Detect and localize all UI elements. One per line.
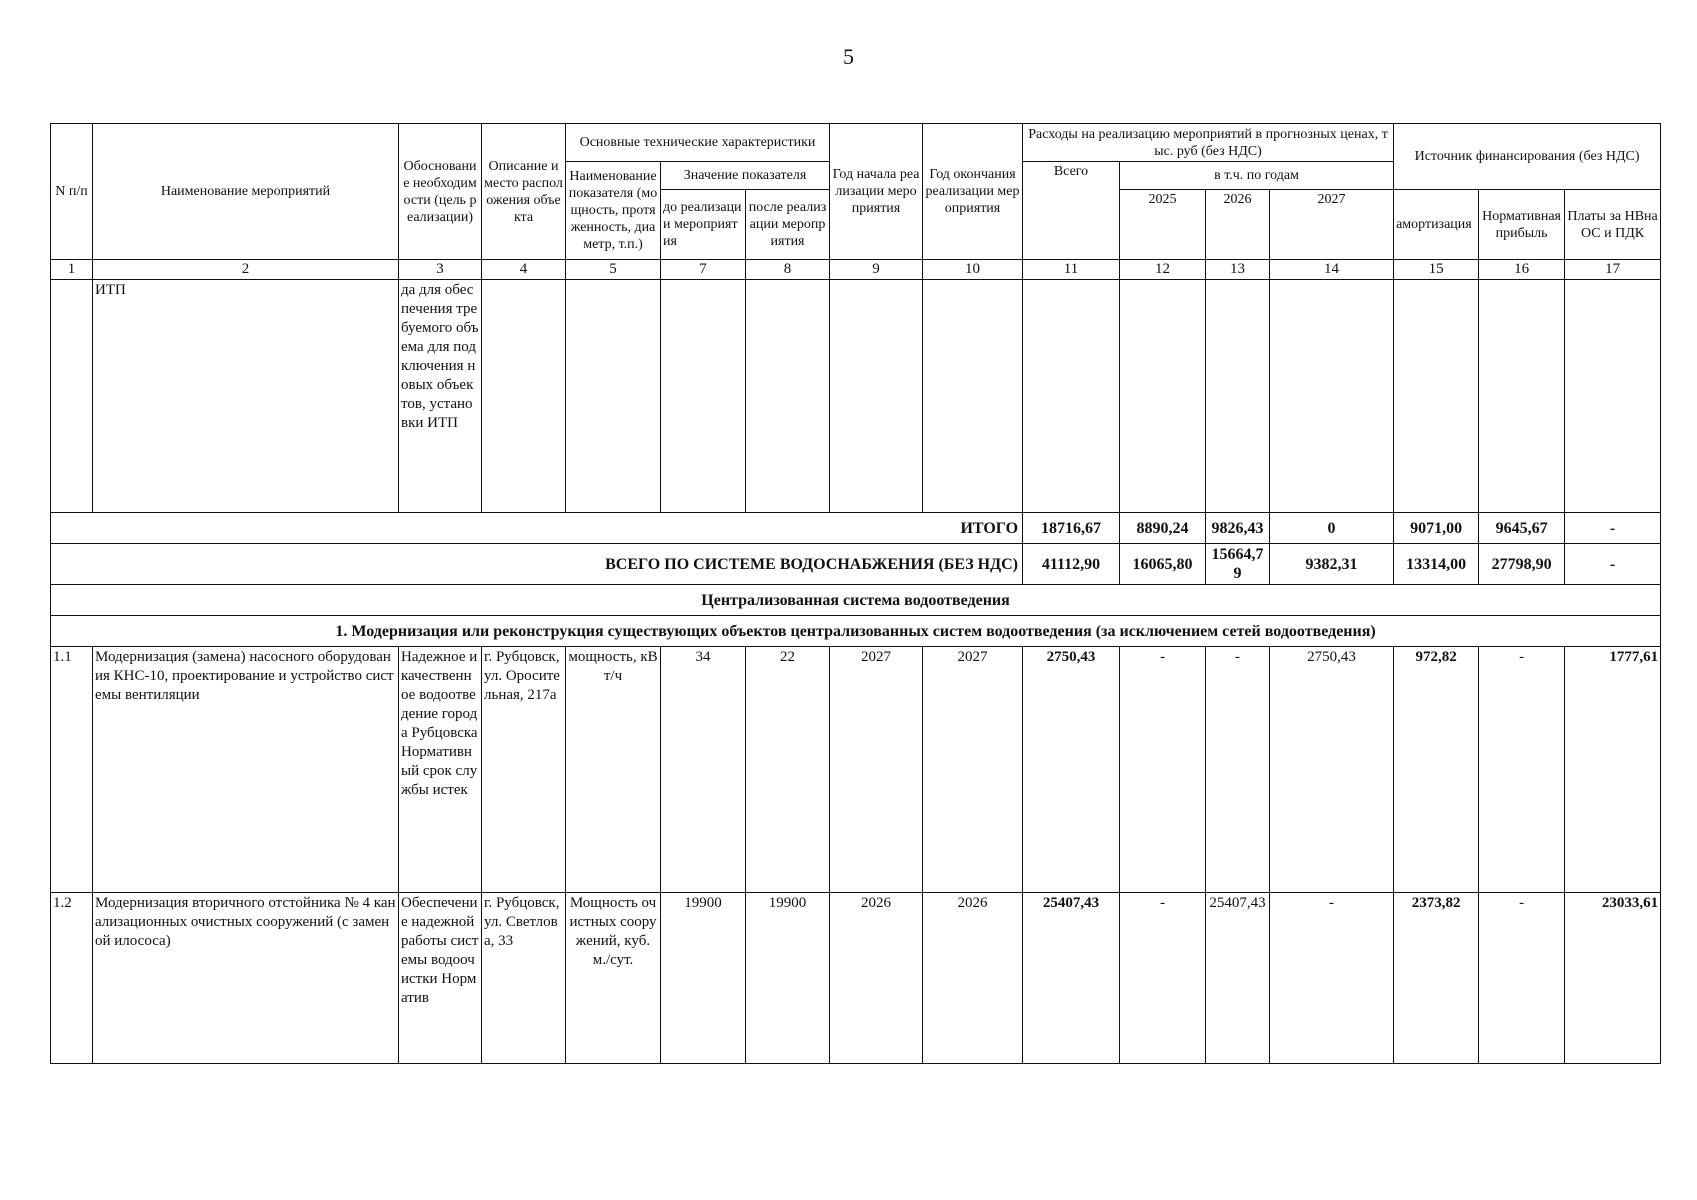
row-name: Модернизация вторичного отстойника № 4 канализационных очистных сооружений (с заменой илососа) — [93, 893, 399, 1064]
vsego-amortization: 13314,00 — [1394, 544, 1479, 585]
header-year-2026: 2026 — [1206, 190, 1270, 260]
vsego-fees: - — [1565, 544, 1661, 585]
header-by-years: в т.ч. по годам — [1120, 162, 1394, 190]
row-start-year: 2026 — [830, 893, 923, 1064]
column-number: 12 — [1120, 260, 1206, 280]
table-row — [51, 893, 1661, 1064]
header-row-1 — [51, 124, 1661, 162]
header-total: Всего — [1023, 162, 1120, 260]
header-expenses-group: Расходы на реализацию мероприятий в прогнозных ценах, тыс. руб (без НДС) — [1023, 124, 1394, 162]
subsection-title: 1. Модернизация или реконструкция существующих объектов централизованных систем водоотведения (за исключением сетей водоотведения) — [51, 616, 1661, 647]
column-number: 9 — [830, 260, 923, 280]
itogo-fees: - — [1565, 513, 1661, 544]
row-num: 1.1 — [51, 647, 93, 893]
header-funding-group: Источник финансирования (без НДС) — [1394, 124, 1661, 190]
column-number: 3 — [399, 260, 482, 280]
row-fees: 23033,61 — [1565, 893, 1661, 1064]
itp-row — [51, 280, 1661, 513]
column-numbers-row — [51, 260, 1661, 280]
row-name: Модернизация (замена) насосного оборудования КНС-10, проектирование и устройство системы вентиляции — [93, 647, 399, 893]
itogo-2026: 9826,43 — [1206, 513, 1270, 544]
header-after: после реализации мероприятия — [746, 190, 830, 260]
empty-cell — [566, 280, 661, 513]
vsego-label: ВСЕГО ПО СИСТЕМЕ ВОДОСНАБЖЕНИЯ (БЕЗ НДС) — [51, 544, 1023, 585]
header-indicator-name: Наименование показателя (мощность, протяженность, диаметр, т.п.) — [566, 162, 661, 260]
row-location: г. Рубцовск, ул. Оросительная, 217а — [482, 647, 566, 893]
page-number: 5 — [843, 44, 854, 69]
header-before: до реализации мероприятия — [661, 190, 746, 260]
row-justification: Надежное и качественное водоотведение города Рубцовска Нормативный срок службы истек — [399, 647, 482, 893]
vsego-row — [51, 544, 1661, 585]
header-indicator-value: Значение показателя — [661, 162, 830, 190]
column-number: 10 — [923, 260, 1023, 280]
column-number: 7 — [661, 260, 746, 280]
header-end-year: Год окончания реализации мероприятия — [923, 124, 1023, 260]
itogo-label: ИТОГО — [51, 513, 1023, 544]
itogo-2027: 0 — [1270, 513, 1394, 544]
header-name: Наименование мероприятий — [93, 124, 399, 260]
header-fees: Платы за НВнаОС и ПДК — [1565, 190, 1661, 260]
row-amortization: 2373,82 — [1394, 893, 1479, 1064]
vsego-profit: 27798,90 — [1479, 544, 1565, 585]
header-npp: N п/п — [51, 124, 93, 260]
header-tech-group: Основные технические характеристики — [566, 124, 830, 162]
header-justification: Обоснование необходимости (цель реализации) — [399, 124, 482, 260]
itp-name: ИТП — [93, 280, 399, 513]
column-number: 15 — [1394, 260, 1479, 280]
empty-cell — [1120, 280, 1206, 513]
row-after: 22 — [746, 647, 830, 893]
row-total: 2750,43 — [1023, 647, 1120, 893]
row-after: 19900 — [746, 893, 830, 1064]
row-justification: Обеспечение надежной работы системы водоочистки Норматив — [399, 893, 482, 1064]
empty-cell — [830, 280, 923, 513]
row-end-year: 2027 — [923, 647, 1023, 893]
vsego-2026: 15664,79 — [1206, 544, 1270, 585]
itp-justification: да для обеспечения требуемого объема для подключения новых объектов, установки ИТП — [399, 280, 482, 513]
row-2026: 25407,43 — [1206, 893, 1270, 1064]
header-start-year: Год начала реализации мероприятия — [830, 124, 923, 260]
column-number: 11 — [1023, 260, 1120, 280]
empty-cell — [923, 280, 1023, 513]
row-indicator: Мощность очистных сооружений, куб.м./сут. — [566, 893, 661, 1064]
section-row — [51, 585, 1661, 616]
column-number: 17 — [1565, 260, 1661, 280]
empty-cell — [1023, 280, 1120, 513]
column-number: 8 — [746, 260, 830, 280]
row-before: 19900 — [661, 893, 746, 1064]
empty-cell — [482, 280, 566, 513]
itogo-total: 18716,67 — [1023, 513, 1120, 544]
itogo-profit: 9645,67 — [1479, 513, 1565, 544]
row-2025: - — [1120, 893, 1206, 1064]
row-end-year: 2026 — [923, 893, 1023, 1064]
empty-cell — [746, 280, 830, 513]
row-profit: - — [1479, 893, 1565, 1064]
row-profit: - — [1479, 647, 1565, 893]
row-start-year: 2027 — [830, 647, 923, 893]
itogo-amortization: 9071,00 — [1394, 513, 1479, 544]
itogo-2025: 8890,24 — [1120, 513, 1206, 544]
row-location: г. Рубцовск, ул. Светлова, 33 — [482, 893, 566, 1064]
subsection-row — [51, 616, 1661, 647]
column-number: 1 — [51, 260, 93, 280]
header-profit: Нормативная прибыль — [1479, 190, 1565, 260]
table-row — [51, 647, 1661, 893]
itogo-row — [51, 513, 1661, 544]
row-2025: - — [1120, 647, 1206, 893]
row-fees: 1777,61 — [1565, 647, 1661, 893]
row-2027: - — [1270, 893, 1394, 1064]
empty-cell — [1270, 280, 1394, 513]
empty-cell — [1394, 280, 1479, 513]
header-year-2025: 2025 — [1120, 190, 1206, 260]
empty-cell — [1479, 280, 1565, 513]
empty-cell — [1206, 280, 1270, 513]
row-amortization: 972,82 — [1394, 647, 1479, 893]
column-number: 16 — [1479, 260, 1565, 280]
row-2026: - — [1206, 647, 1270, 893]
row-indicator: мощность, кВт/ч — [566, 647, 661, 893]
row-2027: 2750,43 — [1270, 647, 1394, 893]
row-before: 34 — [661, 647, 746, 893]
vsego-total: 41112,90 — [1023, 544, 1120, 585]
section-title: Централизованная система водоотведения — [51, 585, 1661, 616]
column-number: 5 — [566, 260, 661, 280]
itp-num — [51, 280, 93, 513]
header-year-2027: 2027 — [1270, 190, 1394, 260]
row-num: 1.2 — [51, 893, 93, 1064]
column-number: 14 — [1270, 260, 1394, 280]
empty-cell — [661, 280, 746, 513]
empty-cell — [1565, 280, 1661, 513]
investment-plan-table — [50, 123, 1661, 1064]
header-location: Описание и место расположения объекта — [482, 124, 566, 260]
column-number: 4 — [482, 260, 566, 280]
vsego-2025: 16065,80 — [1120, 544, 1206, 585]
column-number: 2 — [93, 260, 399, 280]
row-total: 25407,43 — [1023, 893, 1120, 1064]
vsego-2027: 9382,31 — [1270, 544, 1394, 585]
column-number: 13 — [1206, 260, 1270, 280]
header-amortization: амортизация — [1394, 190, 1479, 260]
